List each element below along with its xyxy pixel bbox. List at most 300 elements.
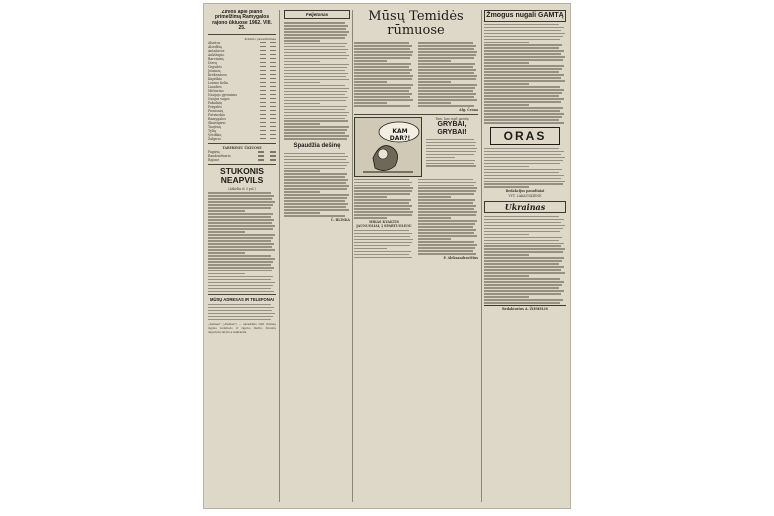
farm-name: Putvinskio (208, 112, 225, 117)
bottom-left-text (354, 179, 414, 219)
text-line (418, 208, 474, 210)
temides-text-right (418, 41, 478, 108)
date-note: (Atkelta iš 3 psl.) (228, 186, 256, 191)
text-line (284, 58, 347, 60)
text-line (354, 96, 410, 98)
temides-signature: Alg. Česna (459, 108, 478, 113)
text-line (284, 138, 347, 140)
text-line (208, 261, 273, 263)
text-line (208, 216, 271, 218)
text-line (354, 211, 413, 213)
table-row (208, 137, 276, 141)
farm-name: Jotainių (208, 68, 221, 73)
text-line (354, 208, 410, 210)
text-line (354, 254, 409, 256)
farm-name: Pakalnių (208, 100, 222, 105)
text-line (484, 89, 564, 91)
text-line (354, 233, 412, 235)
text-line (208, 276, 273, 278)
text-line (484, 248, 565, 250)
text-line (208, 313, 275, 315)
text-line (484, 95, 559, 97)
text-line (354, 51, 413, 53)
text-line (426, 148, 477, 150)
text-line (354, 81, 387, 83)
text-line (484, 263, 559, 265)
text-line (484, 119, 559, 121)
text-line (208, 192, 271, 194)
farm-name: Pergalės (208, 104, 222, 109)
text-line (418, 75, 477, 77)
text-line (484, 33, 565, 35)
text-line (284, 103, 320, 105)
text-line (284, 94, 345, 96)
text-line (484, 53, 561, 55)
text-line (418, 229, 476, 231)
text-line (418, 250, 473, 252)
text-line (418, 214, 476, 216)
stukonis-article-text (208, 192, 276, 292)
text-line (284, 79, 349, 81)
grybai-text-top (426, 139, 478, 167)
text-line (418, 187, 477, 189)
text-line (484, 183, 563, 185)
text-line (418, 223, 475, 225)
text-line (484, 116, 562, 118)
text-line (484, 160, 563, 162)
text-line (208, 282, 275, 284)
text-line (418, 193, 474, 195)
text-line (208, 267, 274, 269)
text-line (208, 258, 275, 260)
text-line (418, 232, 474, 234)
text-line (284, 25, 348, 27)
text-line (484, 166, 529, 168)
text-line (284, 112, 349, 114)
text-line (284, 179, 348, 181)
text-line (208, 222, 272, 224)
text-line (418, 60, 451, 62)
text-line (484, 231, 560, 233)
text-line (418, 205, 476, 207)
temides-headline-line2: rūmuose (387, 23, 445, 38)
text-line (284, 46, 345, 48)
text-line (208, 264, 271, 266)
text-line (208, 285, 273, 287)
text-line (484, 113, 564, 115)
text-line (484, 290, 564, 292)
cartoon-caption: KAM DAR?! (389, 128, 411, 143)
farm-name: Dirvų (208, 60, 217, 65)
text-line (418, 51, 477, 53)
text-line (208, 273, 245, 275)
text-line (354, 90, 409, 92)
text-line (354, 187, 413, 189)
text-line (484, 44, 562, 46)
text-line (284, 162, 349, 164)
text-line (284, 118, 345, 120)
footer-note: „Auksas" („Pelnas") — savaitinis LKP Zarasų rajono komiteto ir rajono Darbo žmonių deputatų tarybos laikraštis. (208, 321, 276, 334)
text-line (418, 57, 474, 59)
cartoon-illustration (354, 117, 422, 177)
feuilleton-label: Feljetonas (284, 10, 350, 19)
text-line (426, 151, 476, 153)
editorial-section: Redakcijos paradiniai (505, 189, 545, 194)
cartoon-drawing (355, 118, 421, 176)
text-line (484, 47, 559, 49)
text-line (284, 97, 348, 99)
text-line (418, 105, 474, 107)
text-line (354, 248, 387, 250)
text-line (208, 219, 274, 221)
text-line (284, 206, 346, 208)
text-line (354, 239, 413, 241)
text-line (484, 154, 561, 156)
text-line (354, 69, 412, 71)
text-line (354, 78, 412, 80)
text-line (484, 172, 559, 174)
text-line (484, 74, 564, 76)
text-line (484, 39, 560, 41)
text-line (484, 56, 565, 58)
text-line (484, 237, 562, 239)
table-cell (266, 137, 276, 141)
text-line (418, 81, 451, 83)
table-cell (264, 158, 276, 162)
text-line (418, 241, 474, 243)
text-line (284, 126, 349, 128)
text-line (484, 175, 564, 177)
text-line (484, 110, 560, 112)
text-line (484, 186, 529, 188)
farm-name: Gegužės (208, 64, 222, 69)
column-left (208, 10, 276, 502)
grybai-text-bottom (418, 179, 478, 255)
farm-name: Pienionių (208, 108, 224, 113)
text-line (354, 257, 412, 259)
text-line (354, 66, 409, 68)
text-line (284, 43, 347, 45)
text-line (284, 76, 346, 78)
mikas-signature: MIKAS KVAKTIS (369, 220, 399, 225)
text-line (208, 310, 272, 312)
text-line (208, 201, 275, 203)
text-line (284, 185, 349, 187)
jaunuoliai-headline: JAUNUOLIAI, Į SPARTUOLIUS! (356, 224, 412, 229)
program-text (484, 216, 566, 304)
address-title: MŪSŲ ADRESAS IR TELEFONAI (209, 297, 275, 303)
editorial-signature: VYT. LAKAUSKIENĖ (508, 193, 542, 198)
text-line (354, 236, 410, 238)
text-line (484, 50, 564, 52)
text-line (284, 91, 347, 93)
text-line (284, 64, 349, 66)
text-line (426, 154, 474, 156)
text-line (208, 231, 245, 233)
farm-name: Mičiurino (208, 88, 224, 93)
text-line (426, 139, 474, 141)
text-line (484, 219, 564, 221)
text-line (354, 230, 409, 232)
text-line (418, 235, 477, 237)
farm-name: Ramygalos (208, 116, 226, 121)
farm-name: Naujojo gyvenimo (208, 92, 238, 97)
text-line (484, 299, 563, 301)
text-line (284, 115, 347, 117)
text-line (484, 77, 561, 79)
temides-text-left (354, 41, 414, 108)
text-line (354, 217, 387, 219)
text-line (484, 296, 529, 298)
text-line (418, 63, 475, 65)
text-line (484, 71, 559, 73)
text-line (284, 194, 349, 196)
text-line (484, 225, 565, 227)
text-line (354, 72, 410, 74)
text-line (354, 102, 387, 104)
farm-name: Pagirių (208, 149, 220, 154)
text-line (418, 179, 473, 181)
text-line (418, 102, 451, 104)
text-line (208, 246, 272, 248)
jaunuoliai-text (354, 230, 414, 258)
text-line (208, 198, 272, 200)
table-cell (252, 158, 264, 162)
text-line (354, 84, 413, 86)
text-line (284, 28, 346, 30)
text-line (354, 199, 411, 201)
text-line (484, 228, 563, 230)
text-line (484, 42, 529, 44)
text-line (484, 269, 561, 271)
text-line (354, 179, 409, 181)
text-line (418, 99, 477, 101)
text-line (484, 107, 563, 109)
text-line (484, 240, 559, 242)
text-line (418, 84, 477, 86)
text-line (284, 197, 347, 199)
text-line (284, 215, 345, 217)
text-line (484, 257, 564, 259)
table-title: Kolūkio pavadinimas (244, 36, 276, 41)
text-line (418, 211, 477, 213)
text-line (208, 316, 273, 318)
text-line (284, 173, 347, 175)
text-line (484, 302, 560, 304)
text-line (284, 61, 320, 63)
text-line (354, 60, 387, 62)
text-line (418, 93, 476, 95)
text-line (484, 36, 563, 38)
text-line (354, 75, 413, 77)
farm-name: Taujėnų (208, 124, 221, 129)
text-line (484, 68, 562, 70)
text-line (208, 291, 274, 293)
text-line (418, 253, 476, 255)
text-line (208, 204, 273, 206)
text-line (284, 106, 347, 108)
text-line (284, 123, 320, 125)
text-line (484, 92, 562, 94)
text-line (284, 165, 347, 167)
text-line (484, 254, 529, 256)
text-line (208, 210, 245, 212)
text-line (484, 278, 560, 280)
text-line (208, 255, 271, 257)
text-line (284, 153, 345, 155)
text-line (354, 182, 412, 184)
text-line (208, 319, 271, 321)
text-line (284, 100, 346, 102)
text-line (418, 217, 451, 219)
text-line (484, 287, 559, 289)
feuilleton-text (284, 22, 350, 140)
farm-name: Aukštupio (208, 52, 225, 57)
text-line (284, 34, 347, 36)
text-line (354, 205, 412, 207)
text-line (284, 135, 349, 137)
farm-name: Liaudies (208, 84, 222, 89)
farm-name: Rajone (208, 157, 220, 162)
text-line (484, 243, 564, 245)
spaudzia-text (284, 153, 350, 217)
text-line (484, 272, 565, 274)
oras-logo: ORAS (490, 127, 560, 145)
text-line (484, 59, 563, 61)
text-line (484, 181, 565, 183)
text-line (354, 93, 412, 95)
text-line (284, 40, 320, 42)
text-line (208, 307, 274, 309)
text-line (354, 87, 411, 89)
text-line (484, 251, 563, 253)
text-line (484, 83, 529, 85)
text-line (284, 212, 320, 214)
text-line (484, 266, 564, 268)
text-line (354, 193, 410, 195)
text-line (484, 86, 560, 88)
text-line (284, 159, 346, 161)
text-line (484, 275, 529, 277)
text-line (354, 251, 411, 253)
text-line (284, 182, 346, 184)
text-line (418, 48, 474, 50)
text-line (354, 54, 412, 56)
text-line (354, 105, 410, 107)
text-line (208, 195, 274, 197)
text-line (284, 132, 345, 134)
text-line (284, 188, 347, 190)
text-line (418, 196, 451, 198)
text-line (484, 245, 561, 247)
milk-table (208, 41, 276, 141)
feuilleton-signature: Č. BLINKA (330, 218, 350, 223)
state-farms-title: TARYBINIU ŪKIUOSE (222, 145, 262, 150)
text-line (484, 163, 560, 165)
text-line (284, 200, 345, 202)
text-line (484, 260, 562, 262)
text-line (284, 31, 349, 33)
farm-name: Raudondvario (208, 153, 231, 158)
farm-name: Krekenavos (208, 72, 227, 77)
editor-footer: Redaktorius A. ŽIEMELIS (484, 305, 566, 311)
farm-name: Antašavos (208, 48, 225, 53)
text-line (354, 190, 412, 192)
text-line (284, 109, 345, 111)
text-line (484, 65, 564, 67)
text-line (418, 78, 476, 80)
text-line (484, 30, 561, 32)
text-line (284, 170, 320, 172)
text-line (418, 45, 476, 47)
text-line (284, 88, 349, 90)
text-line (208, 304, 271, 306)
table-row (208, 158, 276, 162)
grybai-signature: P. Aleksandravičius (443, 256, 478, 261)
zmogus-gamta-headline: Žmogus nugali GAMTĄ (484, 10, 566, 22)
text-line (426, 163, 474, 165)
text-line (426, 142, 476, 144)
text-line (484, 27, 564, 29)
text-line (208, 234, 275, 236)
text-line (208, 213, 273, 215)
text-line (284, 191, 320, 193)
text-line (354, 42, 409, 44)
farm-name: Lenino keliu (208, 80, 228, 85)
text-line (208, 207, 271, 209)
farm-name: Naujos vagos (208, 96, 230, 101)
text-line (284, 129, 347, 131)
temides-headline-line1: Mūsų Temidės (368, 10, 464, 24)
text-line (484, 169, 562, 171)
column-right (484, 10, 566, 502)
text-line (354, 99, 413, 101)
text-line (484, 281, 564, 283)
state-farms-table (208, 150, 276, 162)
text-line (208, 228, 273, 230)
text-line (354, 202, 409, 204)
column-center (354, 10, 478, 502)
text-line (284, 120, 348, 122)
text-line (484, 101, 561, 103)
text-line (484, 148, 559, 150)
text-line (284, 73, 348, 75)
table-cell (256, 137, 266, 141)
text-line (426, 157, 455, 159)
text-line (418, 54, 476, 56)
text-line (418, 199, 475, 201)
farm-name: Alsėdžių (208, 44, 222, 49)
text-line (284, 203, 348, 205)
text-line (418, 42, 473, 44)
text-line (418, 87, 475, 89)
text-line (208, 279, 271, 281)
text-line (284, 168, 345, 170)
text-line (208, 252, 245, 254)
text-line (418, 226, 473, 228)
text-line (354, 245, 410, 247)
newspaper-page (204, 4, 570, 508)
gamta-text (484, 24, 566, 124)
text-line (484, 80, 565, 82)
spaudzia-desine-headline: Spaudžia dešinę (293, 142, 341, 149)
text-line (418, 190, 476, 192)
text-line (484, 122, 564, 124)
text-line (284, 82, 320, 84)
text-line (284, 70, 345, 72)
farm-name: Žalgirio (208, 136, 221, 141)
text-line (484, 234, 529, 236)
